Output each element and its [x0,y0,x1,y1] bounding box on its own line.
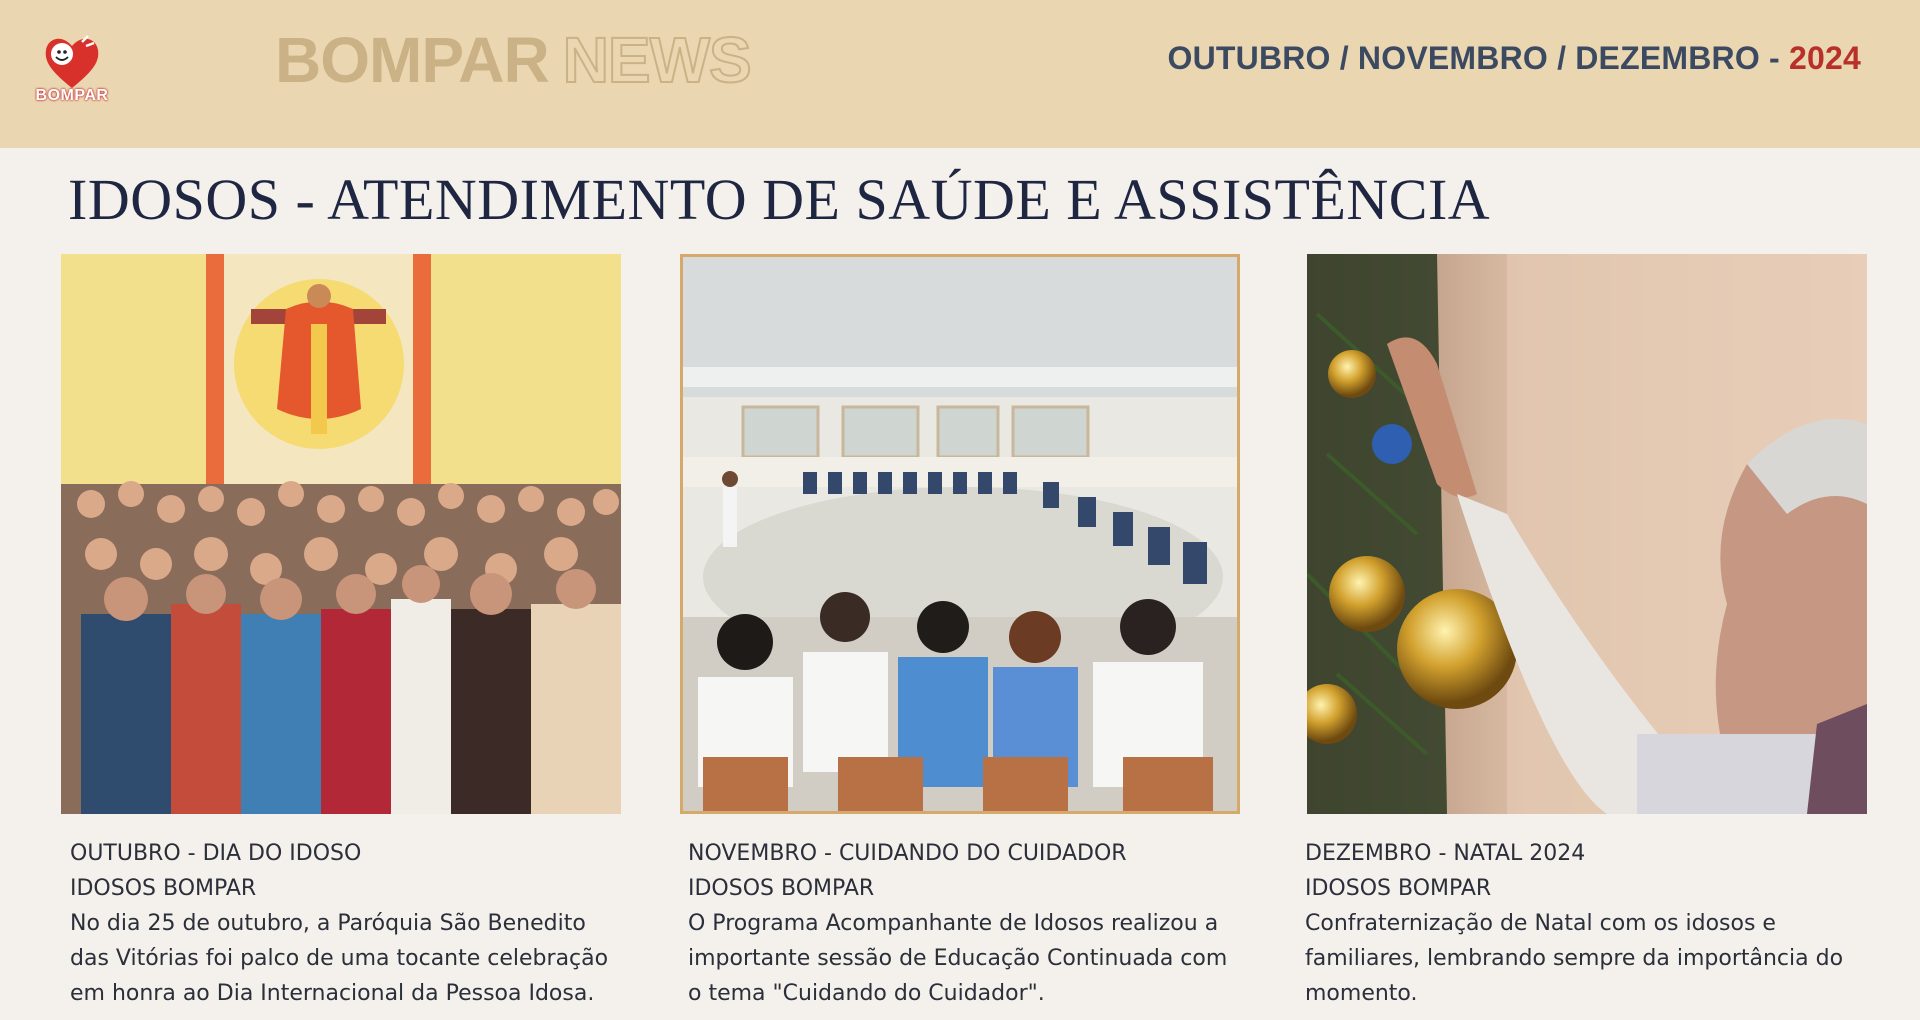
caption-line: o tema "Cuidando do Cuidador". [688,981,1045,1006]
caption-line: familiares, lembrando sempre da importância do [1305,946,1844,971]
caption-subtitle: IDOSOS BOMPAR [70,876,257,901]
caption-line: em honra ao Dia Internacional da Pessoa Idosa. [70,981,595,1006]
page-headline: IDOSOS - ATENDIMENTO DE SAÚDE E ASSISTÊNCIA [68,167,1491,232]
brand-secondary: NEWS [562,24,751,96]
caption-line: das Vitórias foi palco de uma tocante celebração [70,946,609,971]
photo-cuidando-do-cuidador [680,254,1240,814]
caption-title: OUTUBRO - DIA DO IDOSO [70,841,362,866]
bompar-logo [30,32,110,110]
photo-natal-2024 [1307,254,1867,814]
caption-line: momento. [1305,981,1418,1006]
logo-text: BOMPAR [35,87,109,104]
brand-primary: BOMPAR [275,24,549,96]
caption-title: NOVEMBRO - CUIDANDO DO CUIDADOR [688,841,1127,866]
period-label [1167,40,1861,77]
header-bar [0,0,1920,148]
photo-dia-do-idoso [61,254,621,814]
caption-outubro [70,836,630,1011]
caption-line: O Programa Acompanhante de Idosos realizou a [688,911,1219,936]
caption-novembro [688,836,1248,1011]
caption-subtitle: IDOSOS BOMPAR [1305,876,1492,901]
period-year: 2024 [1789,40,1861,76]
heart-logo-icon [42,32,102,92]
caption-subtitle: IDOSOS BOMPAR [688,876,875,901]
caption-line: No dia 25 de outubro, a Paróquia São Benedito [70,911,586,936]
caption-line: Confraternização de Natal com os idosos e [1305,911,1776,936]
caption-line: importante sessão de Educação Continuada com [688,946,1228,971]
period-months: OUTUBRO / NOVEMBRO / DEZEMBRO - [1167,40,1789,76]
caption-dezembro [1305,836,1865,1011]
caption-title: DEZEMBRO - NATAL 2024 [1305,841,1586,866]
brand-title [275,24,751,96]
